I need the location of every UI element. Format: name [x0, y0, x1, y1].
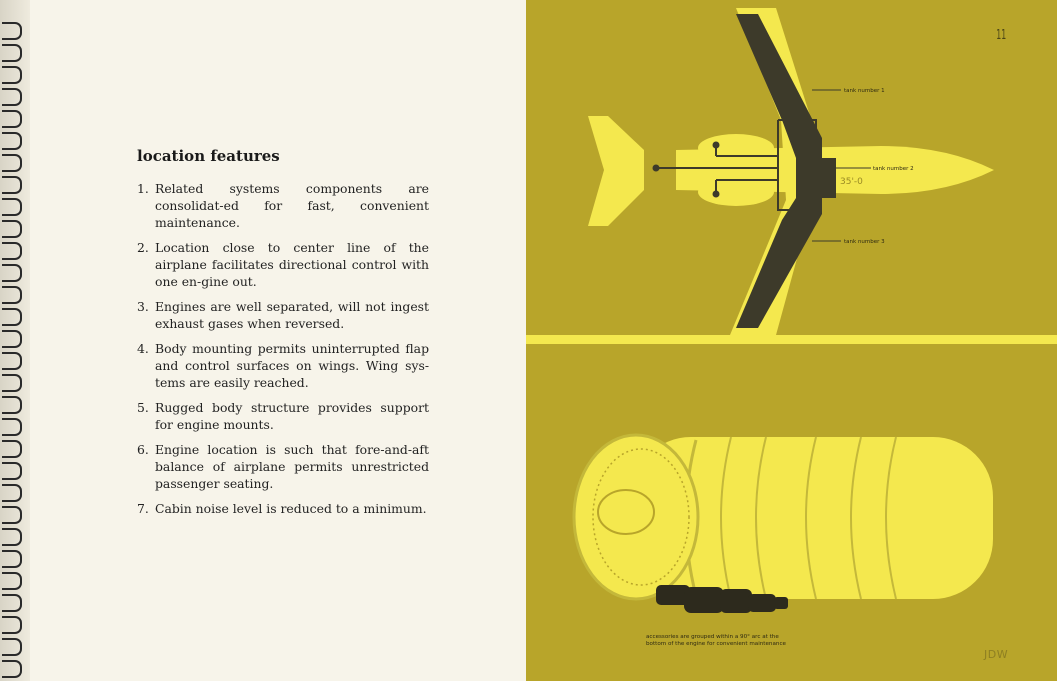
- feature-item: [137, 441, 429, 492]
- feature-list: [137, 180, 429, 525]
- accessory-unit: [720, 589, 752, 613]
- handwritten-initials: JDW: [984, 648, 1009, 661]
- engine-spinner: [598, 490, 654, 534]
- tank-2-label: tank number 2: [873, 166, 914, 172]
- binding-ring: [2, 308, 22, 326]
- binding-ring: [2, 418, 22, 436]
- accessory-unit: [684, 587, 724, 613]
- feature-item: [137, 239, 429, 290]
- binding-ring: [2, 220, 22, 238]
- binding-ring: [2, 286, 22, 304]
- left-engine: [698, 134, 774, 162]
- binding-ring: [2, 528, 22, 546]
- feature-item: [137, 340, 429, 391]
- feature-item: [137, 399, 429, 433]
- binding-ring: [2, 594, 22, 612]
- feature-item: [137, 180, 429, 231]
- dimension-note: 35'-0: [840, 177, 863, 187]
- binding-ring: [2, 352, 22, 370]
- feature-text: Rugged body structure provides support for engine mounts.: [155, 400, 429, 432]
- binding-ring: [2, 440, 22, 458]
- binding-ring: [2, 176, 22, 194]
- feature-number: 7.: [137, 501, 149, 516]
- illustration-svg: [526, 0, 1057, 681]
- feature-number: 2.: [137, 240, 149, 255]
- binding-ring: [2, 44, 22, 62]
- feature-number: 3.: [137, 299, 149, 314]
- binding-ring: [2, 660, 22, 678]
- binding-ring: [2, 110, 22, 128]
- engine-diagram: [574, 435, 993, 613]
- binding-ring: [2, 572, 22, 590]
- binding-ring: [2, 506, 22, 524]
- feature-item: [137, 298, 429, 332]
- feature-number: 1.: [137, 181, 149, 196]
- fuel-node-rear: [653, 165, 660, 172]
- feature-number: 4.: [137, 341, 149, 356]
- feature-number: 5.: [137, 400, 149, 415]
- feature-text: Location close to center line of the airplane facilitates directional control with one en-gine out.: [155, 240, 429, 289]
- spiral-binding: [0, 0, 30, 681]
- binding-ring: [2, 484, 22, 502]
- feature-text: Related systems components are consolidat-ed for fast, convenient maintenance.: [155, 181, 429, 230]
- feature-text: Engine location is such that fore-and-aft balance of airplane permits unrestricted passenger seating.: [155, 442, 429, 491]
- binding-ring: [2, 638, 22, 656]
- divider-band: [526, 335, 1057, 344]
- feature-text: Engines are well separated, will not ingest exhaust gases when reversed.: [155, 299, 429, 331]
- binding-ring: [2, 66, 22, 84]
- binding-ring: [2, 132, 22, 150]
- feature-item: [137, 500, 429, 517]
- binding-ring: [2, 374, 22, 392]
- binding-ring: [2, 550, 22, 568]
- binding-ring: [2, 22, 22, 40]
- right-engine: [698, 178, 774, 206]
- binding-ring: [2, 242, 22, 260]
- engine-caption: accessories are grouped within a 90° arc at the bottom of the engine for convenient maintenance: [646, 634, 786, 647]
- binding-ring: [2, 264, 22, 282]
- section-heading: location features: [137, 147, 280, 165]
- binding-ring: [2, 462, 22, 480]
- tank-1-label: tank number 1: [844, 88, 885, 94]
- airplane-diagram: [588, 8, 994, 335]
- accessory-unit: [748, 594, 776, 612]
- tank-3-label: tank number 3: [844, 239, 885, 245]
- right-page-illustration: [526, 0, 1057, 681]
- binding-ring: [2, 154, 22, 172]
- fuel-node-lower: [713, 191, 720, 198]
- binding-ring: [2, 198, 22, 216]
- accessory-unit: [774, 597, 788, 609]
- handwritten-page-number: 11: [996, 28, 1007, 43]
- binding-ring: [2, 616, 22, 634]
- left-page: [30, 0, 526, 681]
- binding-ring: [2, 88, 22, 106]
- binding-ring: [2, 396, 22, 414]
- feature-text: Cabin noise level is reduced to a minimum.: [155, 501, 427, 516]
- fuel-node-upper: [713, 142, 720, 149]
- feature-number: 6.: [137, 442, 149, 457]
- tail: [588, 116, 644, 226]
- feature-text: Body mounting permits uninterrupted flap and control surfaces on wings. Wing sys-tems are easily reached.: [155, 341, 429, 390]
- binding-ring: [2, 330, 22, 348]
